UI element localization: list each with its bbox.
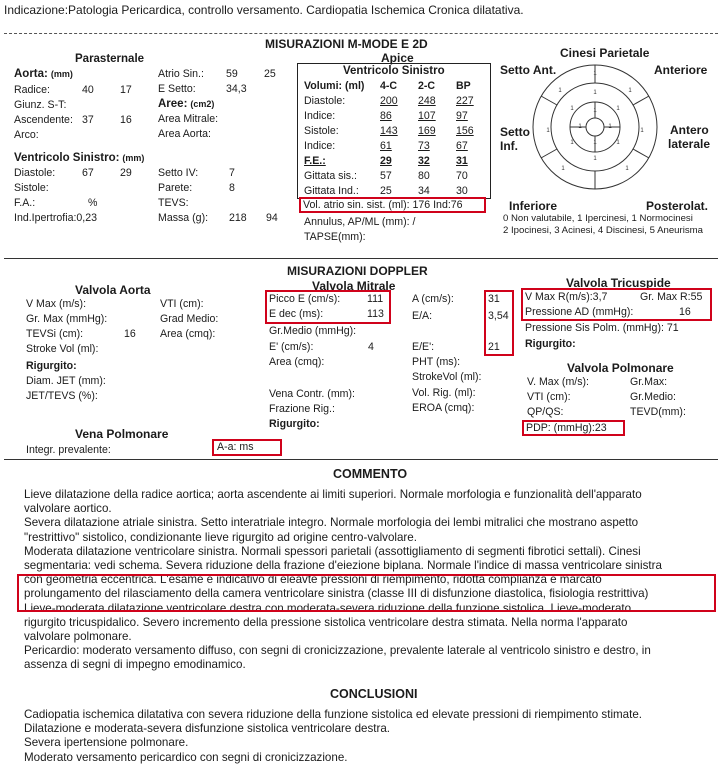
ascendente-label: Ascendente: — [14, 114, 73, 126]
commento-line: valvolare polmonare. — [24, 630, 132, 644]
commento-line: Moderata dilatazione ventricolare sinistra. Normali spessori parietali (assottigliamento di segmenti fibrotici settali). Cinesi — [24, 544, 641, 558]
e-prime-label: E' (cm/s): — [269, 341, 314, 353]
bullseye-score: 1 — [570, 106, 574, 112]
ao-vmax: V Max (m/s): — [26, 298, 87, 310]
ao-rigurgito: Rigurgito: — [26, 360, 77, 372]
pressione-sis-polm: Pressione Sis Polm. (mmHg): 71 — [525, 322, 679, 334]
sistole-label: Sistole: — [14, 182, 49, 194]
col-2c: 2-C — [418, 80, 436, 92]
bullseye-score: 1 — [558, 88, 562, 94]
label-posterolat: Posterolat. — [646, 199, 709, 213]
bullseye-score: 1 — [628, 88, 632, 94]
grmax-r: Gr. Max R:55 — [640, 291, 703, 303]
bullseye-score: 1 — [616, 106, 620, 112]
diastole-value-2: 29 — [120, 167, 132, 179]
setto-iv-value: 7 — [229, 167, 235, 179]
ind-ipertrofia: Ind.Ipertrofia:0,23 — [14, 212, 98, 224]
col-4c: 4-C — [380, 80, 398, 92]
e-dec-label: E dec (ms): — [269, 308, 324, 320]
vs-row-value-c2: 73 — [418, 140, 430, 152]
massa-value-1: 218 — [229, 212, 247, 224]
commento-line: prolungamento del rilasciamento della camera ventricolare sinistra (classe III di disfunzione diastolica, fisiologia restrittiva) — [24, 587, 649, 601]
conclusioni-text — [24, 708, 714, 765]
bullseye-score: 1 — [625, 166, 629, 172]
picco-e-label: Picco E (cm/s): — [269, 293, 341, 305]
vena-polmonare-title: Vena Polmonare — [75, 427, 169, 441]
vs-row-value-c2: 107 — [418, 110, 436, 122]
kinesis-legend-2: 2 Ipocinesi, 3 Acinesi, 4 Discinesi, 5 Aneurisma — [503, 225, 703, 236]
mi-rigurgito: Rigurgito: — [269, 418, 320, 430]
valvola-aorta-title: Valvola Aorta — [75, 283, 151, 297]
bullseye-score: 1 — [616, 140, 620, 146]
area-mitrale-label: Area Mitrale: — [158, 113, 219, 125]
conclusioni-line: Severa ipertensione polmonare. — [24, 736, 189, 750]
a-value: 31 — [488, 293, 500, 305]
vs-row-value-c4: 143 — [380, 125, 398, 137]
atrio-sin-label: Atrio Sin.: — [158, 68, 204, 80]
arco-label: Arco: — [14, 129, 39, 141]
eroa-label: EROA (cmq): — [412, 402, 475, 414]
aree-heading: Aree: (cm2) — [158, 98, 215, 110]
vs-row-label: Sistole: — [304, 125, 339, 137]
vs-row-value-c4: 57 — [380, 170, 392, 182]
ao-vti: VTI (cm): — [160, 298, 204, 310]
radice-label: Radice: — [14, 84, 50, 96]
label-inferiore: Inferiore — [509, 199, 558, 213]
label-laterale: laterale — [668, 137, 711, 151]
label-setto-ant: Setto Ant. — [500, 63, 557, 77]
ea-label: E/A: — [412, 310, 433, 322]
atrio-sin-value-2: 25 — [264, 68, 276, 80]
apice-label: Apice — [381, 51, 414, 65]
ao-diam-jet: Diam. JET (mm): — [26, 375, 106, 387]
commento-line: Lieve-moderata dilatazione ventricolare destra con moderata-severa riduzione della funzione sistolica. Lieve-moderato — [24, 601, 632, 615]
commento-line: Severa dilatazione atriale sinistra. Setto interatriale integro. Normale morfologia dei lembi mitralici che mostrano aspetto — [24, 516, 639, 530]
vs-row-value-c2: 80 — [418, 170, 430, 182]
parete-value: 8 — [229, 182, 235, 194]
conclusioni-title: CONCLUSIONI — [330, 687, 418, 701]
commento-line: rigurgito tricuspidalico. Severo incremento della pressione sistolica ventricolare destra stimata. Nella norma l'apparato — [24, 615, 628, 629]
parasternale-label: Parasternale — [75, 53, 145, 65]
pv-grmedio: Gr.Medio: — [630, 391, 676, 403]
valvola-polmonare-title: Valvola Polmonare — [567, 361, 674, 375]
divider — [4, 459, 718, 460]
strokevol-label: StrokeVol (ml): — [412, 371, 482, 383]
commento-line: segmentaria: vedi schema. Severa riduzione della frazione d'eiezione biplana. Normale l'indice di massa ventricolare sinistra — [24, 559, 662, 573]
gr-medio-label: Gr.Medio (mmHg): — [269, 325, 357, 337]
ascendente-value-2: 16 — [120, 114, 132, 126]
fa-unit: % — [88, 197, 98, 209]
pv-grmax: Gr.Max: — [630, 376, 668, 388]
vs-row-value-c2: 169 — [418, 125, 436, 137]
integr-prevalente: Integr. prevalente: — [26, 444, 111, 456]
vmax-r: V Max R(m/s):3,7 — [525, 291, 608, 303]
giunz-label: Giunz. S-T: — [14, 99, 67, 111]
vs-row-value-c4: 200 — [380, 95, 398, 107]
ee-value: 21 — [488, 341, 500, 353]
ao-grad-medio: Grad Medio: — [160, 313, 219, 325]
e-setto-label: E Setto: — [158, 83, 196, 95]
label-setto-inf: Setto — [500, 125, 530, 139]
vs-row-value-bp: 97 — [456, 110, 468, 122]
ao-tevsi-value: 16 — [124, 328, 136, 340]
vs-row-value-bp: 70 — [456, 170, 468, 182]
doppler-title: MISURAZIONI DOPPLER — [287, 264, 428, 278]
e-dec-value: 113 — [367, 308, 384, 320]
vs-row-label: Indice: — [304, 110, 336, 122]
bullseye-score: 1 — [561, 166, 565, 172]
vs-table-title: Ventricolo Sinistro — [343, 65, 445, 77]
pht-label: PHT (ms): — [412, 356, 461, 368]
atrio-sin-value-1: 59 — [226, 68, 238, 80]
area-aorta-label: Area Aorta: — [158, 128, 211, 140]
vs-row-value-c4: 86 — [380, 110, 392, 122]
commento-line: Lieve dilatazione della radice aortica; aorta ascendente ai limiti superiori. Normale morfologia e funzionalità dell'apparato — [24, 488, 642, 501]
ea-value: 3,54 — [488, 310, 509, 322]
pressione-ad-value: 16 — [679, 306, 691, 318]
ao-grmax: Gr. Max (mmHg): — [26, 313, 108, 325]
frazione-label: Frazione Rig.: — [269, 403, 335, 415]
vs-row-label: Gittata Ind.: — [304, 185, 359, 197]
vs-row-value-c2: 248 — [418, 95, 436, 107]
highlight-diastolic — [17, 574, 716, 612]
conclusioni-line: Dilatazione e moderata-severa disfunzione sistolica ventricolare destra. — [24, 722, 391, 736]
valvola-mitrale-title: Valvola Mitrale — [312, 279, 396, 293]
ao-stroke: Stroke Vol (ml): — [26, 343, 99, 355]
pv-vmax: V. Max (m/s): — [527, 376, 589, 388]
label-antero: Antero — [670, 123, 709, 137]
massa-value-2: 94 — [266, 212, 278, 224]
vs-row-label: F.E.: — [304, 155, 326, 167]
annulus-text: Annulus, AP/ML (mm): / — [304, 216, 416, 228]
divider — [4, 258, 718, 259]
pdp-text: PDP: (mmHg):23 — [526, 422, 607, 434]
bullseye-score: 1 — [593, 108, 597, 114]
vs-row-value-bp: 227 — [456, 95, 474, 107]
vol-rig-label: Vol. Rig. (ml): — [412, 387, 476, 399]
bullseye-score: 1 — [546, 128, 550, 134]
commento-title: COMMENTO — [333, 467, 408, 481]
pv-vti: VTI (cm): — [527, 391, 571, 403]
diastole-label: Diastole: — [14, 167, 56, 179]
vs-row-label: Indice: — [304, 140, 336, 152]
bullseye-score: 1 — [608, 124, 612, 130]
commento-line: valvolare aortico. — [24, 502, 112, 516]
e-setto-value: 34,3 — [226, 83, 247, 95]
parete-label: Parete: — [158, 182, 193, 194]
aorta-heading: Aorta: (mm) — [14, 68, 73, 80]
vol-atrio-text: Vol. atrio sin. sist. (ml): 176 Ind:76 — [303, 199, 463, 211]
bullseye-score: 1 — [640, 128, 644, 134]
conclusioni-line: Cadiopatia ischemica dilatativa con severa riduzione della funzione sistolica ed elevate pressioni di riempimento stimate. — [24, 708, 643, 721]
vs-row-value-c4: 29 — [380, 155, 392, 167]
vs-row-label: Diastole: — [304, 95, 346, 107]
vena-contr-label: Vena Contr. (mm): — [269, 388, 355, 400]
ascendente-value-1: 37 — [82, 114, 94, 126]
pv-qpqs: QP/QS: — [527, 406, 564, 418]
picco-e-value: 111 — [367, 293, 384, 305]
vs-row-value-bp: 30 — [456, 185, 468, 197]
massa-label: Massa (g): — [158, 212, 209, 224]
tapse-text: TAPSE(mm): — [304, 231, 366, 243]
ao-tevsi: TEVSi (cm): — [26, 328, 84, 340]
cinesi-title: Cinesi Parietale — [560, 46, 650, 60]
aa-ms: A-a: ms — [217, 441, 254, 453]
vs-row-label: Gittata sis.: — [304, 170, 357, 182]
e-prime-value: 4 — [368, 341, 374, 353]
divider — [4, 33, 718, 34]
commento-line: Pericardio: moderato versamento diffuso, con segni di cronicizzazione, prevalente laterale al ventricolo sinistro e destro, in — [24, 644, 651, 658]
bullseye-diagram — [530, 62, 660, 192]
radice-value-1: 40 — [82, 84, 94, 96]
valvola-tricuspide-title: Valvola Tricuspide — [566, 276, 671, 290]
col-bp: BP — [456, 80, 471, 92]
bullseye-score: 1 — [570, 140, 574, 146]
vs-row-value-c4: 25 — [380, 185, 392, 197]
bullseye-score: 1 — [593, 156, 597, 162]
ee-label: E/E': — [412, 341, 435, 353]
commento-line: "restrittivo" sistolico, condizionante lieve rigurgito ad origine centro-valvolare. — [24, 530, 417, 544]
label-setto-inf-2: Inf. — [500, 139, 518, 153]
tr-rigurgito: Rigurgito: — [525, 338, 576, 350]
pv-tevd: TEVD(mm): — [630, 406, 686, 418]
radice-value-2: 17 — [120, 84, 132, 96]
vs-row-value-c2: 34 — [418, 185, 430, 197]
vol-header: Volumi: (ml) — [304, 80, 365, 92]
bullseye-score: 1 — [593, 90, 597, 96]
tevs-label: TEVS: — [158, 197, 189, 209]
pressione-ad-label: Pressione AD (mmHg): — [525, 306, 634, 318]
fa-label: F.A.: — [14, 197, 36, 209]
label-anteriore: Anteriore — [654, 63, 708, 77]
bullseye-score: 1 — [593, 140, 597, 146]
vs-row-value-bp: 31 — [456, 155, 468, 167]
ao-area: Area (cmq): — [160, 328, 216, 340]
a-cms-label: A (cm/s): — [412, 293, 454, 305]
vs-row-value-bp: 67 — [456, 140, 468, 152]
ao-jet-tevs: JET/TEVS (%): — [26, 390, 98, 402]
setto-iv-label: Setto IV: — [158, 167, 199, 179]
vs-row-value-c4: 61 — [380, 140, 392, 152]
vs-row-value-bp: 156 — [456, 125, 474, 137]
commento-line: assenza di segni di impegno emodinamico. — [24, 658, 246, 672]
mi-area-label: Area (cmq): — [269, 356, 325, 368]
indicazione-text: Indicazione:Patologia Pericardica, controllo versamento. Cardiopatia Ischemica Cronica dilatativa. — [4, 3, 524, 17]
conclusioni-line: Moderato versamento pericardico con segni di cronicizzazione. — [24, 750, 348, 764]
commento-line: con geometria eccentrica. L'esame è indicativo di eleavte pressioni di riempimento, ridotta complianza e marcato — [24, 573, 602, 587]
bullseye-score: 1 — [593, 71, 597, 77]
bullseye-score: 1 — [578, 124, 582, 130]
diastole-value-1: 67 — [82, 167, 94, 179]
kinesis-legend-1: 0 Non valutabile, 1 Ipercinesi, 1 Normocinesi — [503, 213, 693, 224]
vs-row-value-c2: 32 — [418, 155, 430, 167]
vs-heading: Ventricolo Sinistro: (mm) — [14, 152, 145, 164]
mmode-title: MISURAZIONI M-MODE E 2D — [265, 37, 428, 51]
